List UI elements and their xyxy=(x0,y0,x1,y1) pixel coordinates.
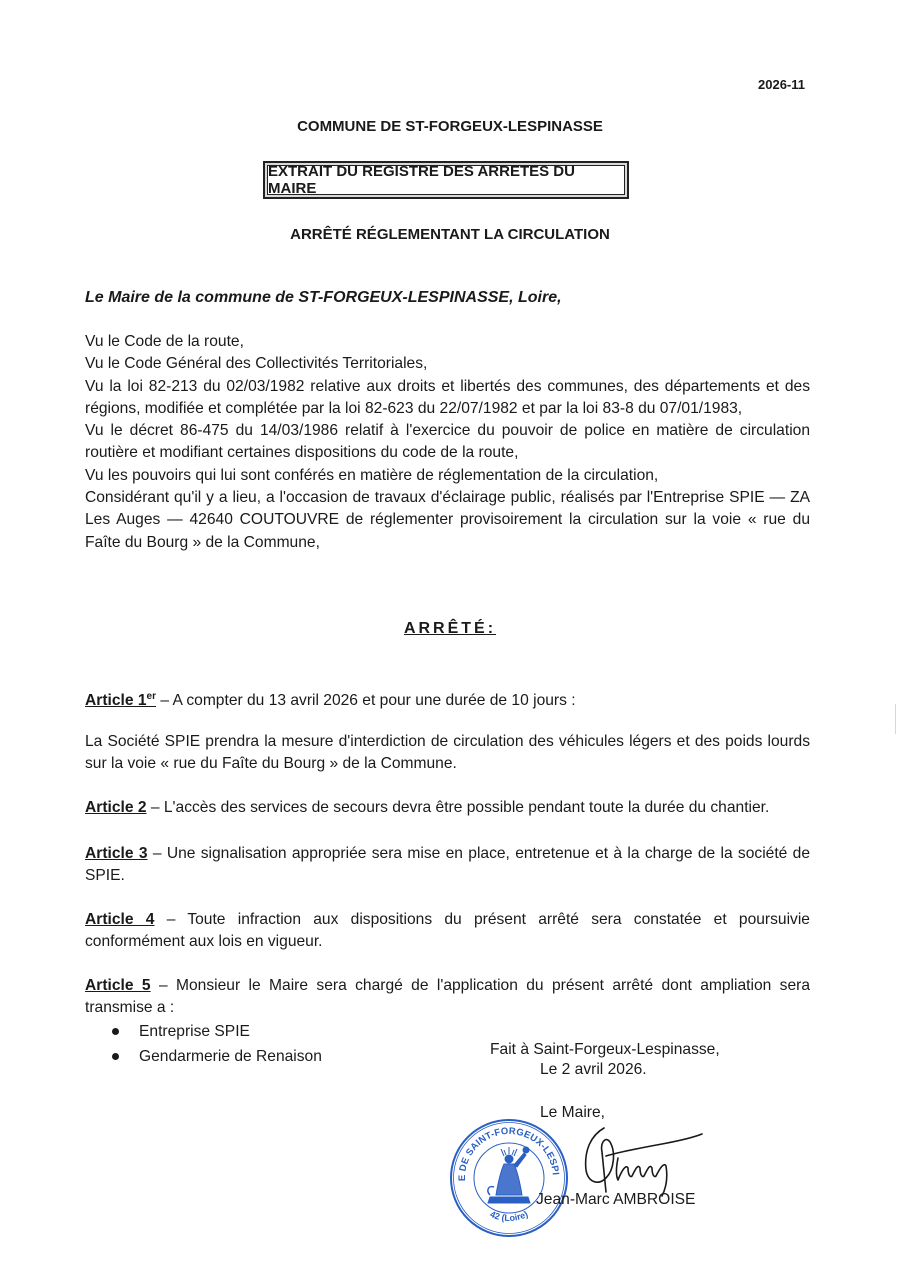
article-1-label: Article 1er xyxy=(85,691,156,710)
arrete-heading: ARRÊTÉ: xyxy=(403,620,497,637)
considerants-block xyxy=(85,331,810,554)
article-3 xyxy=(85,843,810,888)
mayor-name: Jean-Marc AMBROISE xyxy=(536,1191,696,1208)
svg-text:42 (Loire): 42 (Loire) xyxy=(488,1209,530,1223)
signature-title: Le Maire, xyxy=(540,1104,606,1121)
register-title-box xyxy=(263,161,629,199)
considerant: Vu le décret 86-475 du 14/03/1986 relatif à l'exercice du pouvoir de police en matière de circulation routière et modifiant certaines dispositions du code de la route, xyxy=(85,422,810,462)
seal-text xyxy=(448,1117,570,1239)
article-2-label: Article 2 xyxy=(85,799,147,816)
signature-date: Le 2 avril 2026. xyxy=(540,1061,647,1078)
article-3-label: Article 3 xyxy=(85,845,148,862)
article-2-text: – L'accès des services de secours devra être possible pendant toute la durée du chantier. xyxy=(146,799,770,816)
list-item: Gendarmerie de Renaison xyxy=(112,1044,322,1069)
article-2 xyxy=(85,797,810,819)
article-1-detail: La Société SPIE prendra la mesure d'interdiction de circulation des véhicules légers et des poids lourds sur la voie « rue du Faîte du Bourg » de la Commune. xyxy=(85,733,810,773)
article-3-text: – Une signalisation appropriée sera mise en place, entretenue et à la charge de la société de SPIE. xyxy=(85,845,810,885)
article-1 xyxy=(85,686,810,712)
considerant: Vu la loi 82-213 du 02/03/1982 relative aux droits et libertés des communes, des départements et des régions, modifiée et complétée par la loi 82-623 du 22/07/1982 et par la loi 83-8 du 07/01/1983, xyxy=(85,377,810,417)
considerant: Vu le Code Général des Collectivités Territoriales, xyxy=(85,355,428,373)
svg-text:MAIRIE DE SAINT-FORGEUX-LESPIN: E DE SAINT-FORGEUX-LESPI xyxy=(456,1125,561,1182)
article-4-text: – Toute infraction aux dispositions du présent arrêté sera constatée et poursuivie conformément aux lois en vigueur. xyxy=(85,911,810,951)
list-item: Entreprise SPIE xyxy=(112,1019,322,1044)
article-5-label: Article 5 xyxy=(85,977,151,994)
commune-heading: COMMUNE DE ST-FORGEUX-LESPINASSE xyxy=(297,118,603,135)
bullet-icon xyxy=(112,1053,119,1060)
article-4 xyxy=(85,909,810,954)
recipient-list xyxy=(112,1019,322,1069)
considerant: Considérant qu'il y a lieu, a l'occasion de travaux d'éclairage public, réalisés par l'Entreprise SPIE — ZA Les Auges — 42640 COUTOUVRE de réglementer provisoirement la circulation sur la voie « rue du Faîte du Bourg » de la Commune, xyxy=(85,489,810,551)
arrete-reference-number: 2026-11 xyxy=(758,77,805,92)
maire-intro: Le Maire de la commune de ST-FORGEUX-LESPINASSE, Loire, xyxy=(85,289,562,306)
considerant: Vu les pouvoirs qui lui sont conférés en matière de réglementation de la circulation, xyxy=(85,466,659,484)
signature-place: Fait à Saint-Forgeux-Lespinasse, xyxy=(490,1041,720,1058)
scan-mark xyxy=(895,704,896,734)
article-5 xyxy=(85,975,810,1020)
arrete-subject: ARRÊTÉ RÉGLEMENTANT LA CIRCULATION xyxy=(290,226,610,243)
article-4-label: Article 4 xyxy=(85,911,155,928)
register-title: EXTRAIT DU REGISTRE DES ARRETES DU MAIRE xyxy=(267,165,625,195)
article-5-text: – Monsieur le Maire sera chargé de l'application du présent arrêté dont ampliation sera transmise a : xyxy=(85,977,810,1017)
mairie-seal xyxy=(448,1117,570,1244)
handwritten-signature xyxy=(570,1122,710,1202)
bullet-icon xyxy=(112,1028,119,1035)
considerant: Vu le Code de la route, xyxy=(85,333,244,350)
article-1-text: – A compter du 13 avril 2026 et pour une durée de 10 jours : xyxy=(156,692,576,710)
